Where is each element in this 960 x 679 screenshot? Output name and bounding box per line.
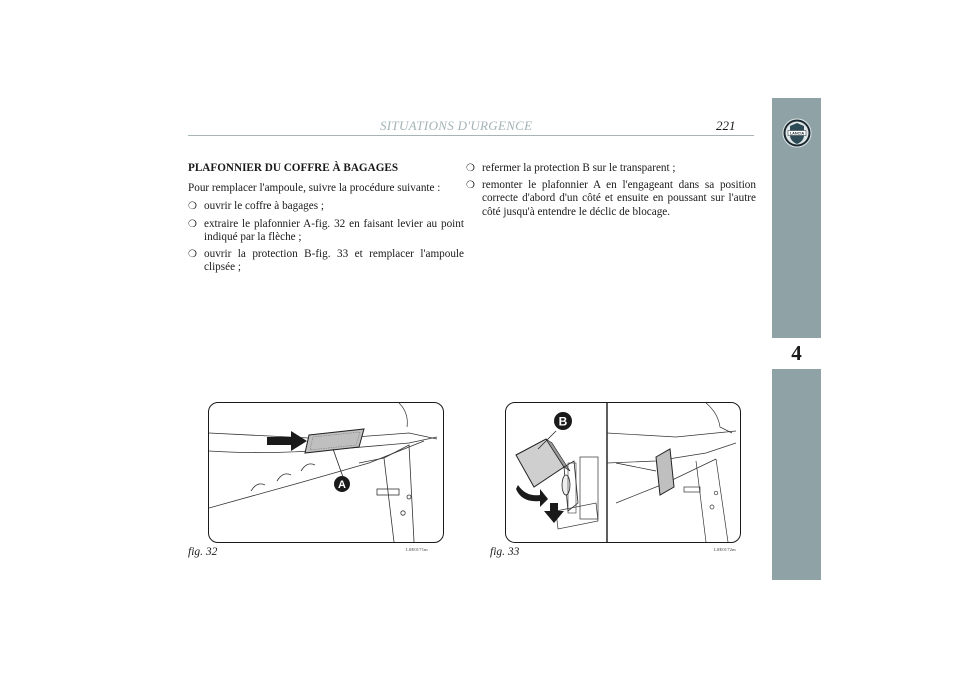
chapter-number: 4 (772, 338, 821, 369)
step-item: ❍ refermer la protection B sur le transparent ; (466, 162, 756, 175)
dome-light-installed-detail (607, 403, 736, 542)
figure-32-code: L0E0171m (406, 547, 428, 552)
figure-33-illustration (505, 402, 741, 543)
section-title: PLAFONNIER DU COFFRE À BAGAGES (188, 162, 399, 174)
step-item: ❍ ouvrir la protection B-fig. 33 et remplacer l'ampoule clipsée ; (188, 248, 464, 274)
text-column-right (466, 162, 756, 223)
step-item: ❍ extraire le plafonnier A-fig. 32 en faisant levier au point indiqué par la flèche ; (188, 218, 464, 244)
callout-b-label: B (558, 414, 568, 429)
figure-32-caption: fig. 32 (188, 546, 218, 558)
callout-a-label: A (338, 479, 346, 491)
text-column-left (188, 162, 464, 278)
header-divider (188, 135, 754, 136)
step-item: ❍ remonter le plafonnier A en l'engageant dans sa position correcte d'abord d'un côté et ensuite en poussant sur l'autre côté jusqu'à entendre le déclic de blocage. (466, 179, 756, 219)
page-number: 221 (716, 118, 736, 133)
intro-paragraph: Pour remplacer l'ampoule, suivre la procédure suivante : (188, 182, 441, 195)
down-arrow-icon (544, 503, 564, 523)
figure-33-code: L0E0172m (714, 547, 736, 552)
lancia-logo (782, 118, 812, 148)
lever-arrow-icon (267, 431, 307, 451)
logo-lettering: LANCIA (789, 131, 805, 136)
page-header-title: SITUATIONS D'URGENCE (380, 118, 533, 133)
dome-light-lens (305, 429, 364, 453)
figure-32-illustration (208, 402, 444, 543)
step-item: ❍ ouvrir le coffre à bagages ; (188, 200, 464, 213)
figure-33-caption: fig. 33 (490, 546, 520, 558)
rotate-arrow-icon (516, 485, 548, 507)
